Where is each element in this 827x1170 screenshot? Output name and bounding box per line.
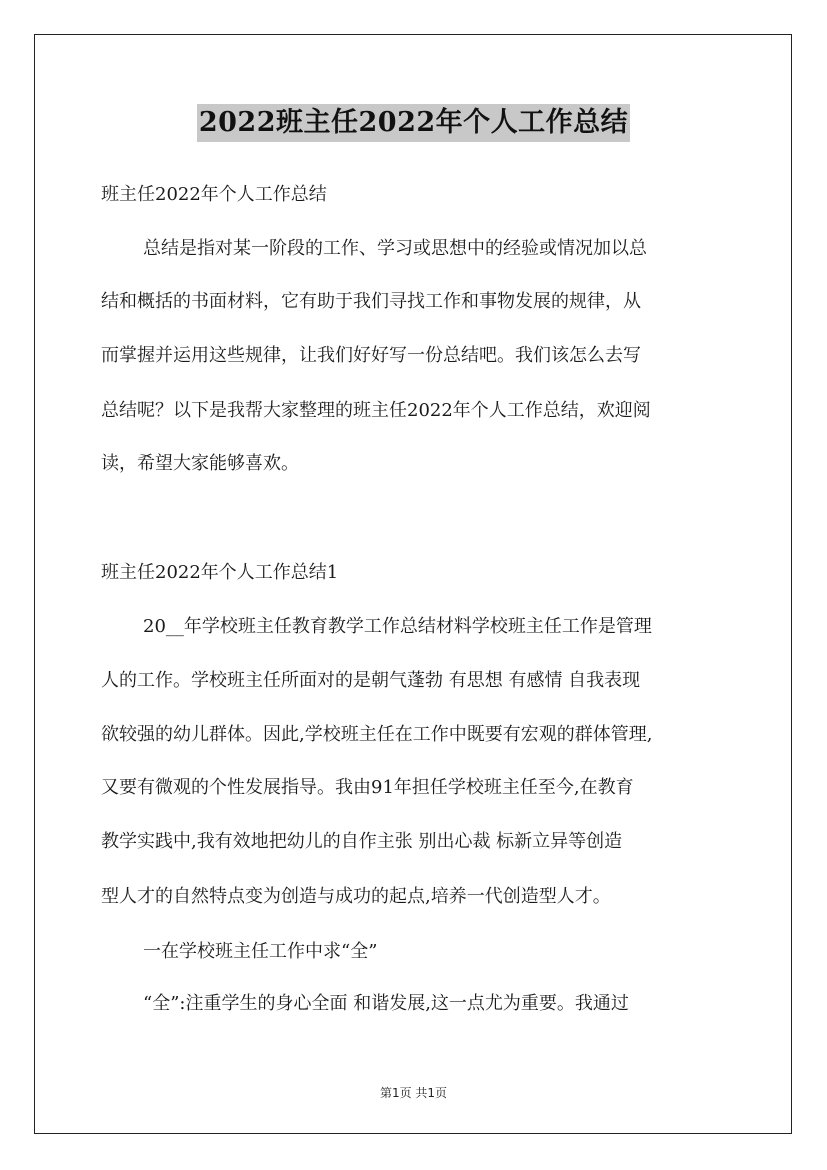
title-container <box>0 104 827 142</box>
subheading: 一在学校班主任工作中求“全” <box>143 941 378 962</box>
intro-line-3: 而掌握并运用这些规律，让我们好好写一份总结吧。我们该怎么去写 <box>101 345 641 366</box>
intro-line-5: 读，希望大家能够喜欢。 <box>101 453 299 474</box>
page-footer: 第1页 共1页 <box>379 1086 448 1100</box>
section1-line-2: 人的工作。学校班主任所面对的是朝气蓬勃 有思想 有感情 自我表现 <box>101 670 641 691</box>
subtitle: 班主任2022年个人工作总结 <box>101 184 327 205</box>
section1-line-5: 教学实践中,我有效地把幼儿的自作主张 别出心裁 标新立异等创造 <box>101 831 623 852</box>
section1-line-4: 又要有微观的个性发展指导。我由91年担任学校班主任至今,在教育 <box>101 777 634 798</box>
section1-line-3: 欲较强的幼儿群体。因此,学校班主任在工作中既要有宏观的群体管理, <box>101 724 653 745</box>
intro-line-1: 总结是指对某一阶段的工作、学习或思想中的经验或情况加以总 <box>143 238 647 259</box>
section-heading-1: 班主任2022年个人工作总结1 <box>101 562 339 583</box>
section1-line-6: 型人才的自然特点变为创造与成功的起点,培养一代创造型人才。 <box>101 886 611 907</box>
body-line-last: “全”:注重学生的身心全面 和谐发展,这一点尤为重要。我通过 <box>143 993 629 1014</box>
document-title: 2022班主任2022年个人工作总结 <box>197 104 630 142</box>
intro-line-2: 结和概括的书面材料，它有助于我们寻找工作和事物发展的规律，从 <box>101 291 641 312</box>
section1-line-1: 20__年学校班主任教育教学工作总结材料学校班主任工作是管理 <box>143 616 652 637</box>
intro-line-4: 总结呢？以下是我帮大家整理的班主任2022年个人工作总结，欢迎阅 <box>101 400 651 421</box>
